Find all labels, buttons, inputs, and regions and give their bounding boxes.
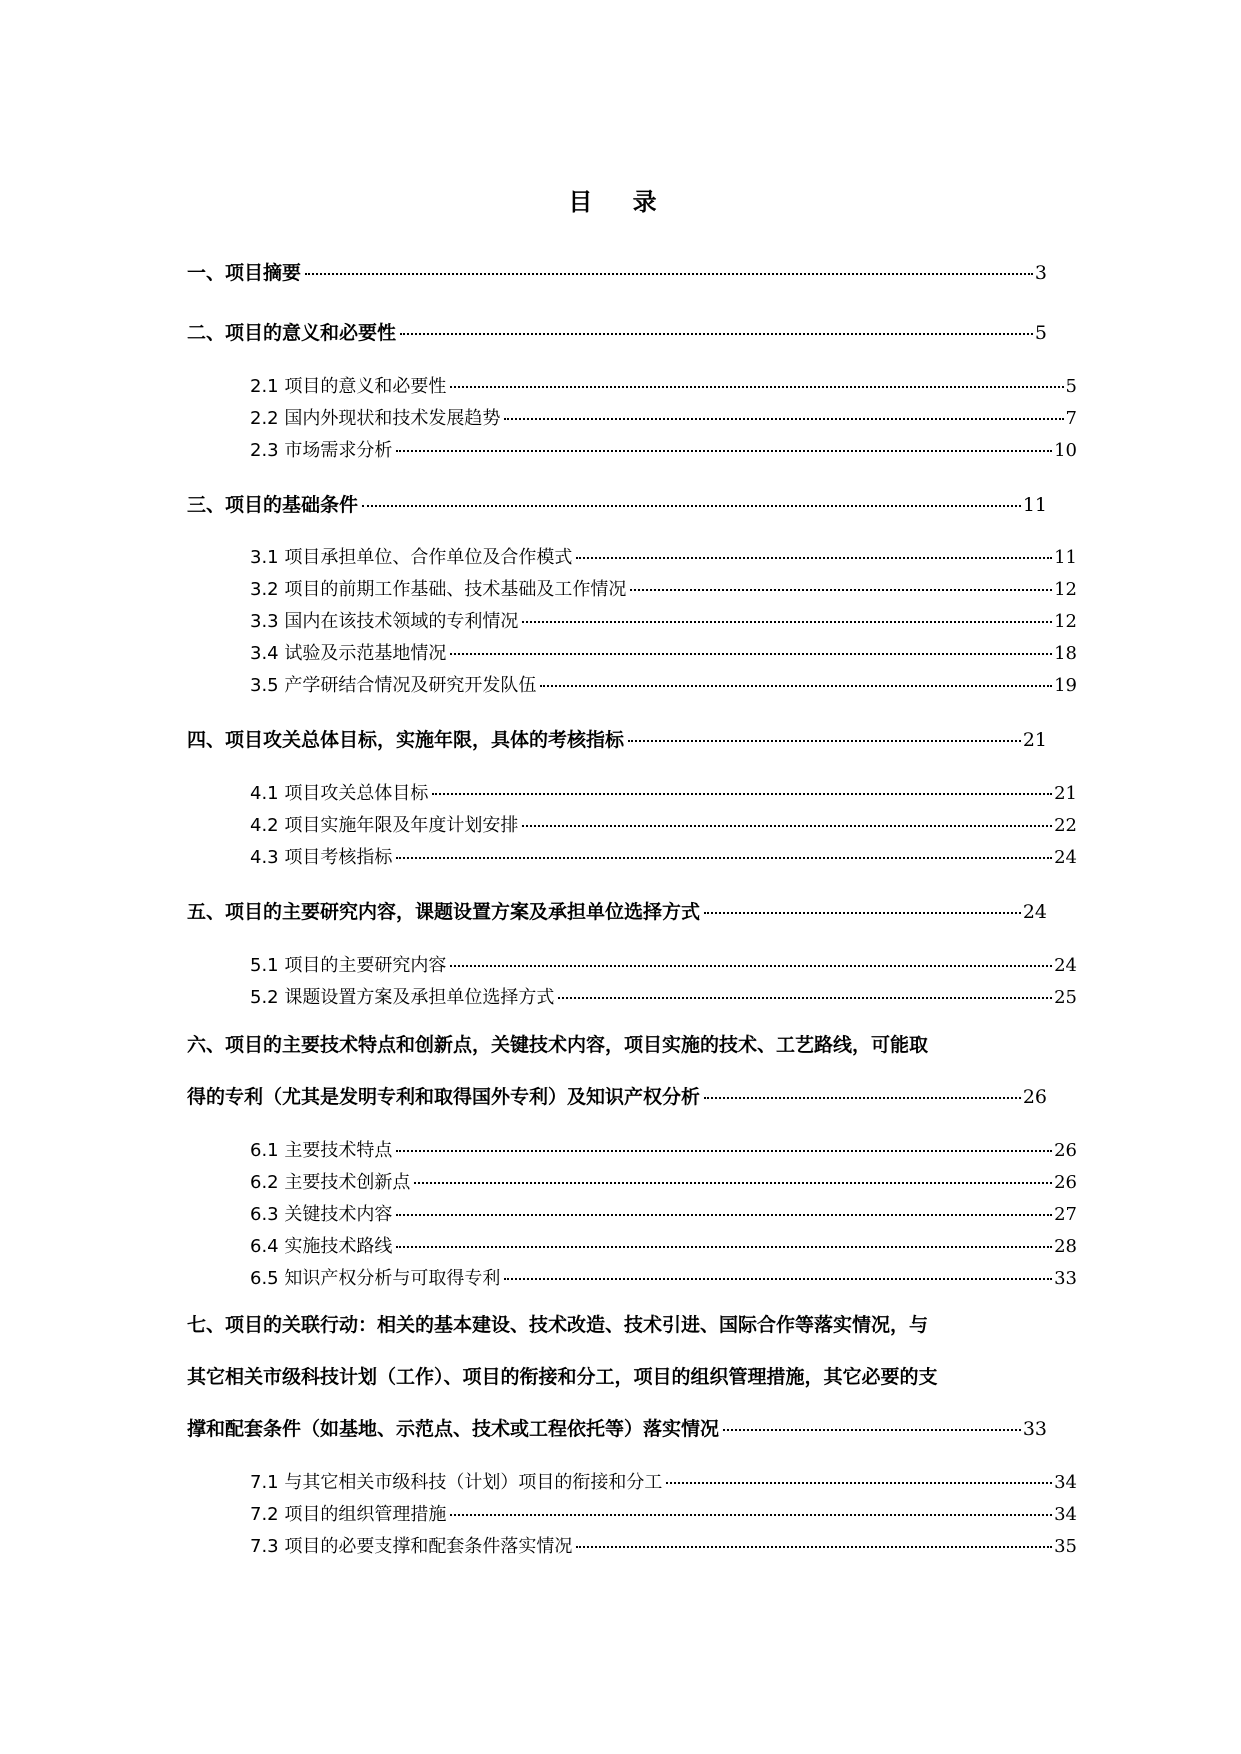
toc-entry-page: 24 <box>1022 901 1047 923</box>
dot-leader <box>576 555 1052 559</box>
toc-entry-6-2[interactable] <box>250 1168 1077 1194</box>
toc-entry-label: 4.1 项目攻关总体目标 <box>250 783 429 804</box>
toc-entry-6-4[interactable] <box>250 1232 1077 1258</box>
toc-entry-label: 3.1 项目承担单位、合作单位及合作模式 <box>250 547 573 568</box>
toc-entry-page: 5 <box>1034 322 1047 344</box>
toc-entry-label: 7.3 项目的必要支撑和配套条件落实情况 <box>250 1536 573 1557</box>
toc-entry-page: 19 <box>1054 675 1077 696</box>
toc-entry-page: 7 <box>1065 408 1077 429</box>
toc-entry-4-2[interactable] <box>250 811 1077 837</box>
toc-entry-page: 12 <box>1054 611 1077 632</box>
toc-entry-label: 5.1 项目的主要研究内容 <box>250 955 447 976</box>
dot-leader <box>540 683 1052 687</box>
page-title: 目 录 <box>568 188 673 216</box>
toc-entry-6-5[interactable] <box>250 1264 1077 1290</box>
toc-entry-label: 7.1 与其它相关市级科技（计划）项目的衔接和分工 <box>250 1472 663 1493</box>
toc-entry-page: 33 <box>1022 1418 1047 1440</box>
toc-entry-section-2[interactable] <box>187 318 1047 345</box>
toc-entry-label: 3.2 项目的前期工作基础、技术基础及工作情况 <box>250 579 627 600</box>
toc-entry-page: 11 <box>1022 494 1047 516</box>
toc-entry-label: 三、项目的基础条件 <box>187 494 359 516</box>
toc-entry-page: 28 <box>1054 1236 1077 1257</box>
dot-leader <box>400 331 1033 335</box>
toc-entry-page: 21 <box>1054 783 1077 804</box>
toc-entry-label: 6.5 知识产权分析与可取得专利 <box>250 1268 501 1289</box>
toc-entry-label: 4.3 项目考核指标 <box>250 847 393 868</box>
toc-entry-label: 6.4 实施技术路线 <box>250 1236 393 1257</box>
toc-entry-page: 22 <box>1054 815 1077 836</box>
toc-entry-6-1[interactable] <box>250 1136 1077 1162</box>
dot-leader <box>558 995 1052 999</box>
dot-leader <box>396 448 1052 452</box>
toc-entry-label: 2.2 国内外现状和技术发展趋势 <box>250 408 501 429</box>
toc-entry-3-1[interactable] <box>250 543 1077 569</box>
dot-leader <box>522 619 1052 623</box>
toc-entry-5-1[interactable] <box>250 951 1077 977</box>
toc-entry-page: 34 <box>1054 1472 1077 1493</box>
toc-entry-page: 33 <box>1054 1268 1077 1289</box>
toc-entry-page: 24 <box>1054 847 1077 868</box>
toc-entry-3-4[interactable] <box>250 639 1077 665</box>
toc-entry-7-2[interactable] <box>250 1500 1077 1526</box>
toc-entry-5-2[interactable] <box>250 983 1077 1009</box>
toc-entry-label: 4.2 项目实施年限及年度计划安排 <box>250 815 519 836</box>
toc-entry-label: 3.5 产学研结合情况及研究开发队伍 <box>250 675 537 696</box>
toc-entry-label: 一、项目摘要 <box>187 262 302 284</box>
dot-leader <box>396 855 1052 859</box>
dot-leader <box>723 1427 1021 1431</box>
dot-leader <box>630 587 1052 591</box>
dot-leader <box>704 910 1021 914</box>
toc-entry-section-6-line-1[interactable]: 六、项目的主要技术特点和创新点，关键技术内容，项目实施的技术、工艺路线，可能取 <box>187 1034 929 1056</box>
toc-entry-page: 26 <box>1022 1086 1047 1108</box>
toc-entry-3-5[interactable] <box>250 671 1077 697</box>
toc-entry-label: 6.1 主要技术特点 <box>250 1140 393 1161</box>
toc-entry-2-1[interactable] <box>250 372 1077 398</box>
toc-entry-page: 10 <box>1054 440 1077 461</box>
toc-entry-page: 11 <box>1054 547 1077 568</box>
dot-leader <box>305 271 1033 275</box>
dot-leader <box>522 823 1052 827</box>
toc-entry-section-7-line-2[interactable]: 其它相关市级科技计划（工作）、项目的衔接和分工，项目的组织管理措施，其它必要的支 <box>187 1366 938 1388</box>
toc-entry-page: 27 <box>1054 1204 1077 1225</box>
toc-entry-section-6[interactable] <box>187 1082 1047 1109</box>
dot-leader <box>396 1212 1052 1216</box>
toc-entry-page: 21 <box>1022 729 1047 751</box>
toc-entry-section-4[interactable] <box>187 725 1047 752</box>
toc-entry-page: 3 <box>1034 262 1047 284</box>
toc-entry-label: 得的专利（尤其是发明专利和取得国外专利）及知识产权分析 <box>187 1086 701 1108</box>
toc-entry-7-1[interactable] <box>250 1468 1077 1494</box>
toc-entry-page: 26 <box>1054 1140 1077 1161</box>
toc-entry-2-3[interactable] <box>250 436 1077 462</box>
toc-entry-label: 2.1 项目的意义和必要性 <box>250 376 447 397</box>
dot-leader <box>450 384 1063 388</box>
toc-entry-page: 18 <box>1054 643 1077 664</box>
dot-leader <box>628 738 1021 742</box>
toc-entry-label: 2.3 市场需求分析 <box>250 440 393 461</box>
toc-entry-7-3[interactable] <box>250 1532 1077 1558</box>
toc-entry-page: 5 <box>1065 376 1077 397</box>
toc-entry-4-1[interactable] <box>250 779 1077 805</box>
dot-leader <box>704 1095 1021 1099</box>
toc-entry-4-3[interactable] <box>250 843 1077 869</box>
dot-leader <box>432 791 1052 795</box>
toc-entry-label: 四、项目攻关总体目标，实施年限，具体的考核指标 <box>187 729 625 751</box>
toc-entry-3-2[interactable] <box>250 575 1077 601</box>
dot-leader <box>450 963 1052 967</box>
toc-entry-section-1[interactable] <box>187 258 1047 285</box>
toc-entry-3-3[interactable] <box>250 607 1077 633</box>
dot-leader <box>504 1276 1052 1280</box>
toc-entry-label: 五、项目的主要研究内容，课题设置方案及承担单位选择方式 <box>187 901 701 923</box>
dot-leader <box>450 651 1052 655</box>
dot-leader <box>414 1180 1052 1184</box>
dot-leader <box>362 503 1021 507</box>
toc-entry-6-3[interactable] <box>250 1200 1077 1226</box>
toc-entry-label: 5.2 课题设置方案及承担单位选择方式 <box>250 987 555 1008</box>
dot-leader <box>576 1544 1052 1548</box>
toc-entry-label: 3.4 试验及示范基地情况 <box>250 643 447 664</box>
toc-entry-label: 6.3 关键技术内容 <box>250 1204 393 1225</box>
toc-entry-label: 6.2 主要技术创新点 <box>250 1172 411 1193</box>
toc-entry-label: 3.3 国内在该技术领域的专利情况 <box>250 611 519 632</box>
toc-entry-page: 25 <box>1054 987 1077 1008</box>
toc-entry-section-7[interactable] <box>187 1414 1047 1441</box>
toc-entry-section-5[interactable] <box>187 897 1047 924</box>
toc-entry-label: 二、项目的意义和必要性 <box>187 322 397 344</box>
toc-entry-label: 7.2 项目的组织管理措施 <box>250 1504 447 1525</box>
toc-entry-page: 34 <box>1054 1504 1077 1525</box>
dot-leader <box>396 1148 1052 1152</box>
toc-entry-section-3[interactable] <box>187 490 1047 517</box>
dot-leader <box>666 1480 1052 1484</box>
toc-entry-section-7-line-1[interactable]: 七、项目的关联行动：相关的基本建设、技术改造、技术引进、国际合作等落实情况，与 <box>187 1314 929 1336</box>
toc-entry-page: 12 <box>1054 579 1077 600</box>
toc-entry-page: 26 <box>1054 1172 1077 1193</box>
dot-leader <box>504 416 1063 420</box>
toc-entry-2-2[interactable] <box>250 404 1077 430</box>
dot-leader <box>396 1244 1052 1248</box>
toc-entry-page: 35 <box>1054 1536 1077 1557</box>
dot-leader <box>450 1512 1052 1516</box>
toc-entry-label: 撑和配套条件（如基地、示范点、技术或工程依托等）落实情况 <box>187 1418 720 1440</box>
toc-entry-page: 24 <box>1054 955 1077 976</box>
